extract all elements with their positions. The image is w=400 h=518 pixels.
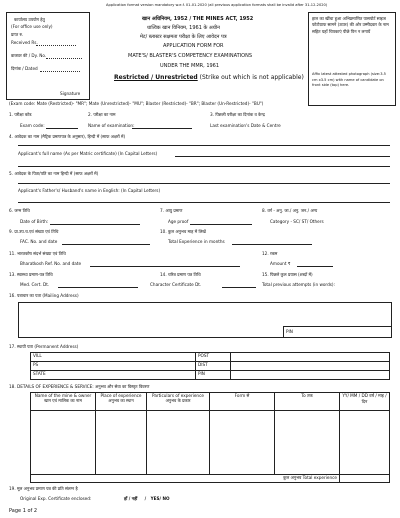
char-cert-label: Character Certificate Dt. [150,282,202,287]
office-use-title-hindi: कार्यालय उपयोग हेतु [14,17,45,22]
certificate-label-hindi: 19. मूल अनुभव प्रमाण पत्र की प्रति संलग्न है [9,486,78,491]
vill-cell[interactable] [31,353,196,362]
to-cell[interactable] [275,411,340,475]
experience-table [30,392,390,483]
certificate-label: Original Exp. Certificate enclosed: [20,496,92,501]
father-name-label: Applicant's Father's/ Husband's name in English: (In Capital Letters) [18,188,161,193]
exam-code-label-hindi: 1. परीक्षा कोड [9,112,32,117]
exam-code-label: Exam code: [20,123,45,128]
exam-name-field[interactable] [132,128,192,129]
mine-owner-cell[interactable] [31,411,96,475]
experience-label: Total Experience in months [168,239,225,244]
father-name-label-hindi: 5. आवेदक के पिता/पति का नाम हिन्दी में (साफ अक्षरों में) [9,171,99,176]
age-proof-label-hindi: 7. आयु प्रमाण [160,208,183,213]
dob-label-hindi: 6. जन्म तिथि [9,208,30,213]
age-proof-label: Age proof [168,219,189,224]
med-cert-field[interactable] [58,287,138,288]
dy-no-label: डाकघर की / Dy. No. [11,53,47,58]
mailing-pin-label: PIN [286,329,293,334]
application-hindi: मेट/ ब्लास्टर सक्षमता परीक्षा के लिए आवेदन पत्र [140,34,227,40]
header-duration: YY/ MM / DD वर्ष / माह / दिन [340,393,390,411]
place-cell[interactable] [96,411,147,475]
exam-name-label: Name of examination: [88,123,135,128]
last-exam-label: Last examination's Date & Centre [210,123,281,128]
char-cert-label-hindi: 14. चरित्र प्रमाण पत्र तिथि [160,272,201,277]
from-cell[interactable] [210,411,275,475]
received-label: Received Rs. [11,40,38,45]
dated-label: दिनांक / Dated [11,66,38,71]
vill-label: VILL [33,353,42,358]
total-experience-label: कुल अनुभव Total experience [31,475,340,483]
exam-title: MATE'S/ BLASTER'S COMPETENCY EXAMINATIONS [128,53,252,59]
bharatkosh-label: Bharatkosh Ref. No. and date [20,261,82,266]
prev-attempts-label-hindi: 15. पिछले कुल प्रयास (शब्दों में) [262,272,313,277]
ps-label: PS [33,362,39,367]
header-place: Place of experience अनुभव का स्थान [96,393,147,411]
applicant-name-label-hindi: 4. आवेदक का नाम (मैट्रिक प्रमाणपत्र के अनुसार), हिन्दी में (साफ अक्षरों में) [9,134,126,139]
header-from: Form से [210,393,275,411]
experience-field[interactable] [232,244,312,245]
restricted-line [114,74,304,81]
char-cert-field[interactable] [222,287,256,288]
pin-cell [196,371,231,380]
med-cert-label-hindi: 13. स्वास्थ्य प्रमाण-पत्र तिथि [9,272,53,277]
strike-note: (Strike out which is not applicable) [199,74,304,81]
header-to: To तक [275,393,340,411]
office-use-title: (For office use only) [11,24,53,29]
applicant-name-label: Applicant's full name (As per Matric certificate) (In Capital Letters) [18,151,158,156]
page-number: Page 1 of 2 [9,508,38,514]
version-note: Application format version mandatory w.e.f. 01-01-2020 (all previous application formats shall be invalid after 31-12-2020) [106,3,328,7]
photo-instructions-hindi: हाल का खींचा हुआ अभिप्रमाणित पासपोर्ट साइज फोटोग्राफ सामने (ऊपर) की ओर उम्मीदवार के नाम सहित यहाँ चिपकाएं पीछे पिन न लगायें [312,16,389,34]
mailing-address-label: 16. पत्राचार का पता (Mailing Address) [9,293,79,298]
prev-attempts-label: Total previous attempts (in words): [262,282,335,287]
header-particulars: Particulars of experience अनुभव के प्रकार [147,393,210,411]
father-name-hindi-field[interactable] [18,183,390,184]
post-cell [196,353,231,362]
permanent-pin-label: PIN [198,371,205,376]
category-label: Category - SC/ ST/ Others [270,219,324,224]
ps-cell[interactable] [31,362,196,371]
med-cert-label: Med. Cert. Dt. [20,282,50,287]
dated-field[interactable] [40,71,80,72]
applicant-name-field[interactable] [175,156,390,157]
permanent-address-table [30,352,390,380]
signature-label: Signature [60,91,81,96]
amount-label: Amount ₹ [270,261,291,266]
applicant-name-hindi-field[interactable] [18,145,390,146]
permanent-address-label: 17. स्थायी पता (Permanent Address) [9,344,79,349]
total-experience-field[interactable] [340,475,390,483]
last-exam-label-hindi: 3. पिछली परीक्षा का दिनांक व केन्द्र [210,112,265,117]
exam-code-field[interactable] [46,128,78,129]
bharatkosh-label-hindi: 11. भारतकोष संदर्भ संख्या एवं तिथि [9,251,66,256]
applicant-name-field-2[interactable] [18,166,390,167]
received-field[interactable] [36,45,76,46]
permanent-pin-field[interactable] [231,371,390,380]
dob-label: Date of Birth: [20,219,49,224]
category-label-hindi: 8. वर्ग - अनु. जा./ अनु. जन./ अन्य [262,208,318,213]
bharatkosh-field[interactable] [90,266,240,267]
mmr-line: UNDER THE MMR, 1961 [160,63,220,69]
father-name-field[interactable] [18,202,390,203]
dy-no-field[interactable] [46,58,82,59]
exam-code-legend: (Exam code: Mate (Restricted)- "MR"; Mate (Unrestricted)- "MU"; Blaster (Restricted)- "BR"; Blaster (Un-Restricted)- "BU") [9,101,264,106]
fac-field[interactable] [62,244,150,245]
exam-name-label-hindi: 2. परीक्षा का नाम [88,112,116,117]
age-proof-field[interactable] [190,224,252,225]
dist-cell [196,362,231,371]
amount-label-hindi: 12. रकम [262,251,278,256]
experience-label-hindi: 10. कुल अनुभव माह में लिखें [160,229,206,234]
particulars-cell[interactable] [147,411,210,475]
header-mine-owner: Name of the mine & owner खान एवं मालिक का नाम [31,393,96,411]
state-cell[interactable] [31,371,196,380]
post-label: POST [198,353,210,358]
act-title: खान अधिनियम, 1952 / THE MINES ACT, 1952 [142,16,254,22]
post-field[interactable] [231,353,390,362]
amount-field[interactable] [297,266,333,267]
certificate-yes-no[interactable]: हाँ / नहीं / YES/ NO [124,496,170,501]
application-form-for: APPLICATION FORM FOR [163,43,224,49]
photo-instructions: Affix latest attested photograph (size:3.5 cm x3.5 cm) with name of candidate on front side (top) here. [312,72,386,87]
mailing-pin-cell[interactable] [283,326,392,338]
experience-details-label: 18. DETAILS OF EXPERIENCE & SERVICE: अनुभव और सेवा का विस्तृत विवरण [9,384,150,389]
dist-label: DIST [198,362,208,367]
dob-field[interactable] [50,224,140,225]
state-label: STATE [33,371,46,376]
regulation-line: धात्विक खान विनियम, 1961 के अधीन [147,25,220,31]
dist-field[interactable] [231,362,390,371]
fac-label-hindi: 9. प्रा.उप.च.एवं संख्या एवं तिथि [9,229,59,234]
received-label-hindi: प्राप्त रु. [11,32,24,37]
duration-cell[interactable] [340,411,390,475]
fac-label: FAC. No. and date [20,239,58,244]
restricted-unrestricted[interactable]: Restricted / Unrestricted [114,74,198,81]
